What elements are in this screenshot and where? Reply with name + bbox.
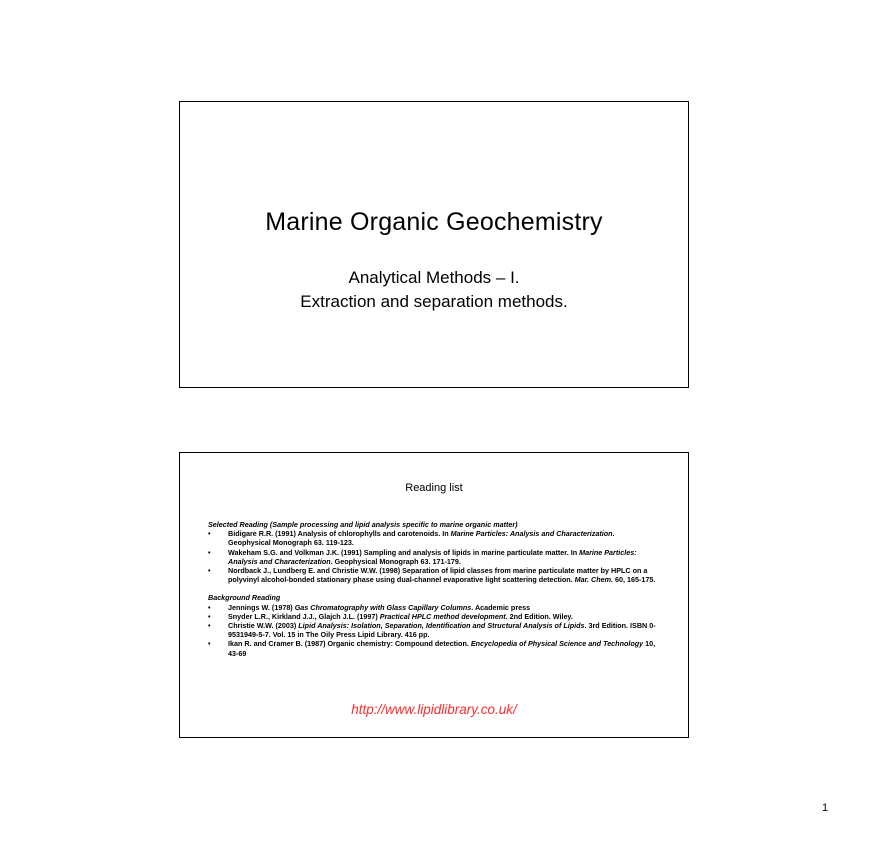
reading-list-title: Reading list [405, 482, 463, 494]
bullet-icon: • [208, 602, 211, 612]
lipid-library-link[interactable]: http://www.lipidlibrary.co.uk/ [351, 702, 517, 717]
reference-item: • Snyder L.R., Kirkland J.J., Glajch J.L. (1997) Practical HPLC method development. 2nd Edition. Wiley. [208, 611, 573, 621]
selected-reading-list [208, 529, 658, 584]
reading-list-body [208, 520, 658, 658]
background-reading-heading: Background Reading [208, 593, 281, 603]
reading-list-slide [179, 452, 689, 738]
subtitle-line-1: Analytical Methods – I. [348, 268, 520, 287]
subtitle-line-2: Extraction and separation methods. [300, 292, 568, 311]
title-slide [179, 101, 689, 388]
reference-item: • Jennings W. (1978) Gas Chromatography with Glass Capillary Columns. Academic press [208, 602, 531, 612]
bullet-icon: • [208, 611, 211, 621]
selected-reading-heading: Selected Reading (Sample processing and lipid analysis specific to marine organic matter) [208, 520, 518, 529]
background-reading-list [208, 603, 658, 658]
reference-item: • Wakeham S.G. and Volkman J.K. (1991) Sampling and analysis of lipids in marine particulate matter. In Marine Particles: Analysis and Characterization. Geophysical Monograph 63. 171-179. [208, 547, 637, 566]
page-number: 1 [822, 802, 829, 814]
reference-item: • Bidigare R.R. (1991) Analysis of chlorophylls and carotenoids. In Marine Particles: Analysis and Characterization. Geophysical Monograph 63. 119-123. [208, 529, 615, 548]
reference-item: • Nordback J., Lundberg E. and Christie W.W. (1998) Separation of lipid classes from marine particulate matter by HPLC on a polyvinyl alcohol-bonded stationary phase using dual-channel evaporative light scattering detection. Mar. Chem. 60, 165-175. [208, 566, 656, 585]
bullet-icon: • [208, 566, 211, 576]
reference-item: • Ikan R. and Cramer B. (1987) Organic chemistry: Compound detection. Encyclopedia of Physical Science and Technology 10, 43-69 [208, 639, 656, 658]
bullet-icon: • [208, 621, 211, 631]
bullet-icon: • [208, 639, 211, 649]
reference-item: • Christie W.W. (2003) Lipid Analysis: Isolation, Separation, Identification and Structural Analysis of Lipids. 3rd Edition. ISBN 0-9531949-5-7. Vol. 15 in The Oily Press Lipid Library. 416 pp. [208, 621, 656, 640]
bullet-icon: • [208, 547, 211, 557]
slide-subtitle [180, 266, 688, 314]
slide-title: Marine Organic Geochemistry [265, 208, 603, 236]
bullet-icon: • [208, 529, 211, 539]
